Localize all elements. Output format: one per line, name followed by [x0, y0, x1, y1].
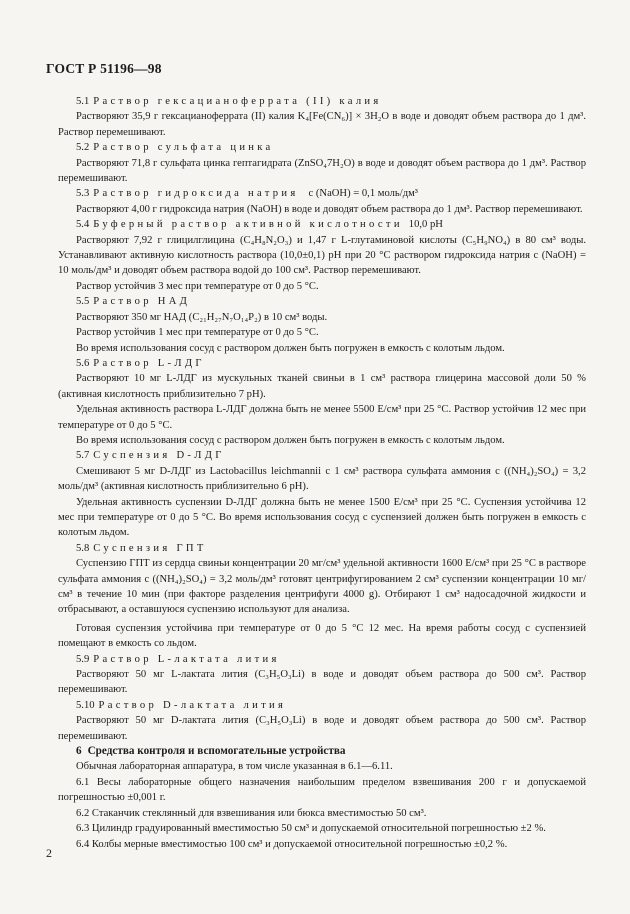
clause-text: Растворяют 50 мг D-лактата лития (C₃H₅O₃Li) в воде и доводят объем раствора до 500 см³. Раствор перемешивают. [58, 715, 586, 742]
clause-usage: Во время использования сосуд с раствором должен быть погружен в емкость с колотым льдом. [76, 342, 505, 354]
clause-text: Растворяют 50 мг L-лактата лития (C₃H₅O₃Li) в воде и доводят объем раствора до 500 см³. Раствор перемешивают. [58, 669, 586, 696]
clause-title: Раствор гидроксида натрия [93, 188, 299, 200]
clause-number: 5.8 [76, 542, 90, 554]
section-heading-6 [58, 744, 586, 759]
list-item: 6.2 Стаканчик стеклянный для взвешивания или бюкса вместимостью 50 см³. [76, 807, 427, 819]
clause-title: Раствор L-ЛДГ [93, 357, 205, 369]
clause-heading-5-10 [58, 698, 586, 713]
clause-text: Растворяют 350 мг НАД (C₂₁H₂₇N₇O₁₄P₂) в 10 см³ воды. [76, 311, 328, 323]
section-title: Средства контроля и вспомогательные устройства [87, 745, 346, 758]
clause-stability: Готовая суспензия устойчива при температуре от 0 до 5 °С 12 мес. На время работы сосуд с суспензией помещают в емкость со льдом. [58, 622, 586, 650]
clause-usage: Во время использования сосуд с раствором должен быть погружен в емкость с колотым льдом. [76, 434, 505, 446]
clause-number: 5.7 [76, 450, 90, 462]
clause-number: 5.10 [76, 699, 95, 711]
clause-heading-5-4 [58, 217, 586, 232]
clause-number: 5.2 [76, 142, 90, 154]
page-number: 2 [46, 846, 52, 860]
clause-text: Растворяют 7,92 г глицилглицина (C₄H₈N₂O₃) и 1,47 г L-глутаминовой кислоты (C₅H₉NO₄) в 80 см³ воды. Устанавливают активную кислотность раствора (10,0±0,1) pH при 20 °С раствором гидроксида натрия c (NaOH) = 10 моль/дм³ и доводят объем раствора водой до 100 см³. Раствор перемешивают. [58, 234, 586, 277]
clause-heading-5-5 [58, 294, 586, 309]
clause-stability: Раствор устойчив 1 мес при температуре от 0 до 5 °С. [76, 327, 319, 339]
clause-concentration: c (NaOH) = 0,1 моль/дм³ [308, 188, 418, 200]
clause-title: Раствор сульфата цинка [93, 142, 274, 154]
clause-title: Раствор D-лактата лития [98, 699, 287, 711]
clause-heading-5-8 [58, 541, 586, 556]
clause-number: 5.3 [76, 188, 90, 200]
document-body [58, 94, 586, 852]
clause-stability: Раствор устойчив 3 мес при температуре от 0 до 5 °С. [76, 280, 319, 292]
list-item: 6.1 Весы лабораторные общего назначения наибольшим пределом взвешивания 200 г и допускаемой погрешностью ±0,001 г. [58, 776, 586, 804]
clause-text: Смешивают 5 мг D-ЛДГ из Lactobacillus leichmannii с 1 см³ раствора сульфата аммония c ((NH₄)₂SO₄) = 3,2 моль/дм³ (активная кислотность приблизительно 6 pH). [58, 465, 586, 493]
clause-activity: Удельная активность раствора L-ЛДГ должна быть не менее 5500 Е/см³ при 25 °С. Раствор устойчив 12 мес при температуре от 0 до 5 °С. [58, 404, 586, 431]
standard-header: ГОСТ Р 51196—98 [46, 61, 162, 76]
section-intro: Обычная лабораторная аппаратура, в том числе указанная в 6.1—6.11. [76, 761, 393, 773]
clause-activity: Удельная активность суспензии D-ЛДГ должна быть не менее 1500 Е/см³ при 25 °С. Суспензия устойчива 12 мес при температуре от 0 до 5 °С. Во время использования сосуд с суспензией должен быть погружен в емкость с колотым льдом. [58, 496, 586, 539]
section-number: 6 [76, 745, 82, 758]
clause-title: Суспензия D-ЛДГ [93, 450, 225, 462]
list-item: 6.4 Колбы мерные вместимостью 100 см³ и допускаемой относительной погрешностью ±0,2 %. [76, 838, 508, 850]
clause-heading-5-1 [58, 94, 586, 109]
clause-heading-5-3 [58, 186, 586, 201]
clause-text: Растворяют 10 мг L-ЛДГ из мускульных тканей свиньи в 1 см³ раствора глицерина массовой доли 50 % (активная кислотность приблизительно 7 pH). [58, 373, 586, 400]
clause-number: 5.1 [76, 96, 90, 107]
clause-title: Раствор L-лактата лития [93, 653, 280, 665]
clause-title: Раствор НАД [93, 296, 191, 308]
clause-number: 5.6 [76, 357, 90, 369]
clause-number: 5.9 [76, 653, 90, 665]
clause-text: Растворяют 71,8 г сульфата цинка гептагидрата (ZnSO₄7H₂O) в воде и доводят объем раствора до 1 дм³. Раствор перемешивают. [58, 157, 586, 185]
clause-title-tail: 10,0 pH [408, 219, 443, 231]
clause-text: Растворяют 4,00 г гидроксида натрия (NaOH) в воде и доводят объем раствора до 1 дм³. Раствор перемешивают. [76, 203, 583, 215]
clause-number: 5.4 [76, 219, 90, 231]
clause-title: Буферный раствор активной кислотности [93, 219, 403, 231]
clause-heading-5-6 [58, 356, 586, 371]
clause-number: 5.5 [76, 296, 90, 308]
clause-text: Растворяют 35,9 г гексацианоферрата (II) калия K₄[Fe(CN₆)] × 3H₂O в воде и доводят объем раствора до 1 дм³. Раствор перемешивают. [58, 111, 586, 138]
clause-heading-5-7 [58, 448, 586, 463]
clause-title: Раствор гексацианоферрата (II) калия [93, 96, 382, 107]
clause-heading-5-2 [58, 140, 586, 155]
clause-text: Суспензию ГПТ из сердца свиньи концентрации 20 мг/см³ удельной активности 1600 Е/см³ при 25 °С в растворе сульфата аммония c ((NH₄)₂SO₄) = 3,2 моль/дм³ готовят центрифугированием 2 см³ суспензии концентрации 10 мг/см³ в течение 10 мин (при факторе разделения центрифуги 4000 g). Отбирают 1 см³ надосадочной жидкости и отбрасывают, а оставшуюся суспензию используют для анализа. [58, 558, 586, 616]
list-item: 6.3 Цилиндр градуированный вместимостью 50 см³ и допускаемой относительной погрешностью ±2 %. [76, 823, 546, 835]
clause-heading-5-9 [58, 652, 586, 667]
clause-title: Суспензия ГПТ [93, 542, 207, 554]
